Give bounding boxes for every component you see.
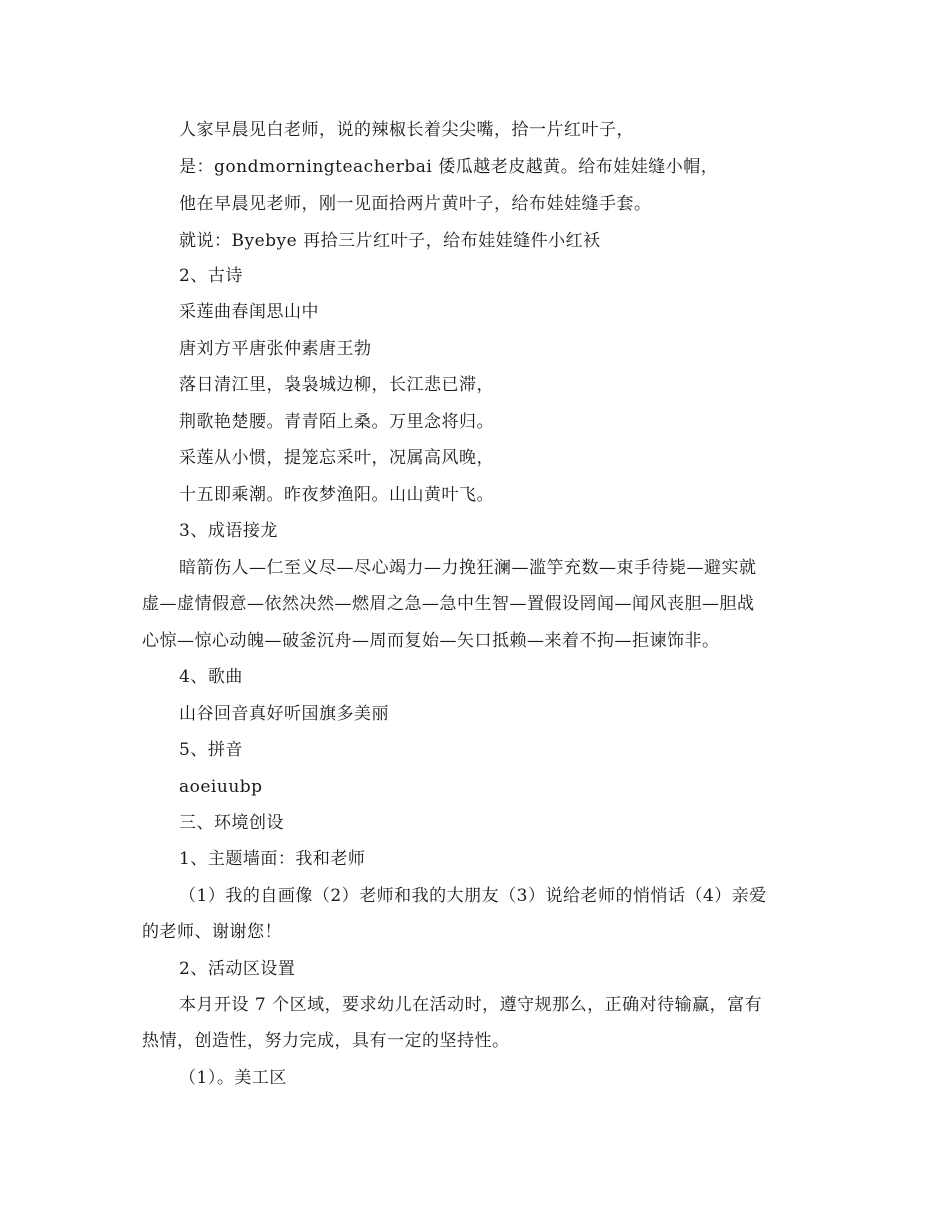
subsection-heading: （1）。美工区 xyxy=(179,1068,287,1088)
poem-authors: 唐刘方平唐张仲素唐王勃 xyxy=(179,339,372,359)
text-line: 他在早晨见老师，刚一见面拾两片黄叶子，给布娃娃缝手套。 xyxy=(179,194,652,214)
poem-line: 十五即乘潮。昨夜梦渔阳。山山黄叶飞。 xyxy=(179,485,494,505)
poem-line: 落日清江里，袅袅城边柳，长江悲已滞， xyxy=(179,375,494,395)
paragraph-line: 的老师、谢谢您！ xyxy=(142,922,282,942)
paragraph-line: （1）我的自画像（2）老师和我的大朋友（3）说给老师的悄悄话（4）亲爱 xyxy=(179,886,767,906)
poem-line: 荆歌艳楚腰。青青陌上桑。万里念将归。 xyxy=(179,412,494,432)
song-titles: 山谷回音真好听国旗多美丽 xyxy=(179,704,389,724)
text-line: 是：gondmorningteacherbai 倭瓜越老皮越黄。给布娃娃缝小帽， xyxy=(179,157,719,177)
section-heading: 三、环境创设 xyxy=(179,813,284,833)
section-heading: 5、拼音 xyxy=(179,740,243,760)
subsection-heading: 2、活动区设置 xyxy=(179,959,296,979)
text-line: 就说：Byebye 再拾三片红叶子，给布娃娃缝件小红袄 xyxy=(179,231,601,251)
poem-line: 采莲从小惯，提笼忘采叶，况属高风晚， xyxy=(179,448,494,468)
idiom-chain-line: 暗箭伤人—仁至义尽—尽心竭力—力挽狂澜—滥竽充数—束手待毙—避实就 xyxy=(179,558,757,578)
section-heading: 3、成语接龙 xyxy=(179,521,278,541)
section-heading: 2、古诗 xyxy=(179,266,243,286)
section-heading: 4、歌曲 xyxy=(179,667,243,687)
text-line: 人家早晨见白老师，说的辣椒长着尖尖嘴，拾一片红叶子， xyxy=(179,120,634,140)
subsection-heading: 1、主题墙面：我和老师 xyxy=(179,849,366,869)
poem-titles: 采莲曲春闺思山中 xyxy=(179,302,319,322)
pinyin-line: aoeiuubp xyxy=(179,777,263,797)
paragraph-line: 本月开设 7 个区域，要求幼儿在活动时，遵守规那么，正确对待输赢，富有 xyxy=(179,995,763,1015)
idiom-chain-line: 心惊—惊心动魄—破釜沉舟—周而复始—矢口抵赖—来着不拘—拒谏饰非。 xyxy=(142,631,720,651)
paragraph-line: 热情，创造性，努力完成，具有一定的坚持性。 xyxy=(142,1031,510,1051)
idiom-chain-line: 虚—虚情假意—依然决然—燃眉之急—急中生智—置假设罔闻—闻风丧胆—胆战 xyxy=(142,594,755,614)
